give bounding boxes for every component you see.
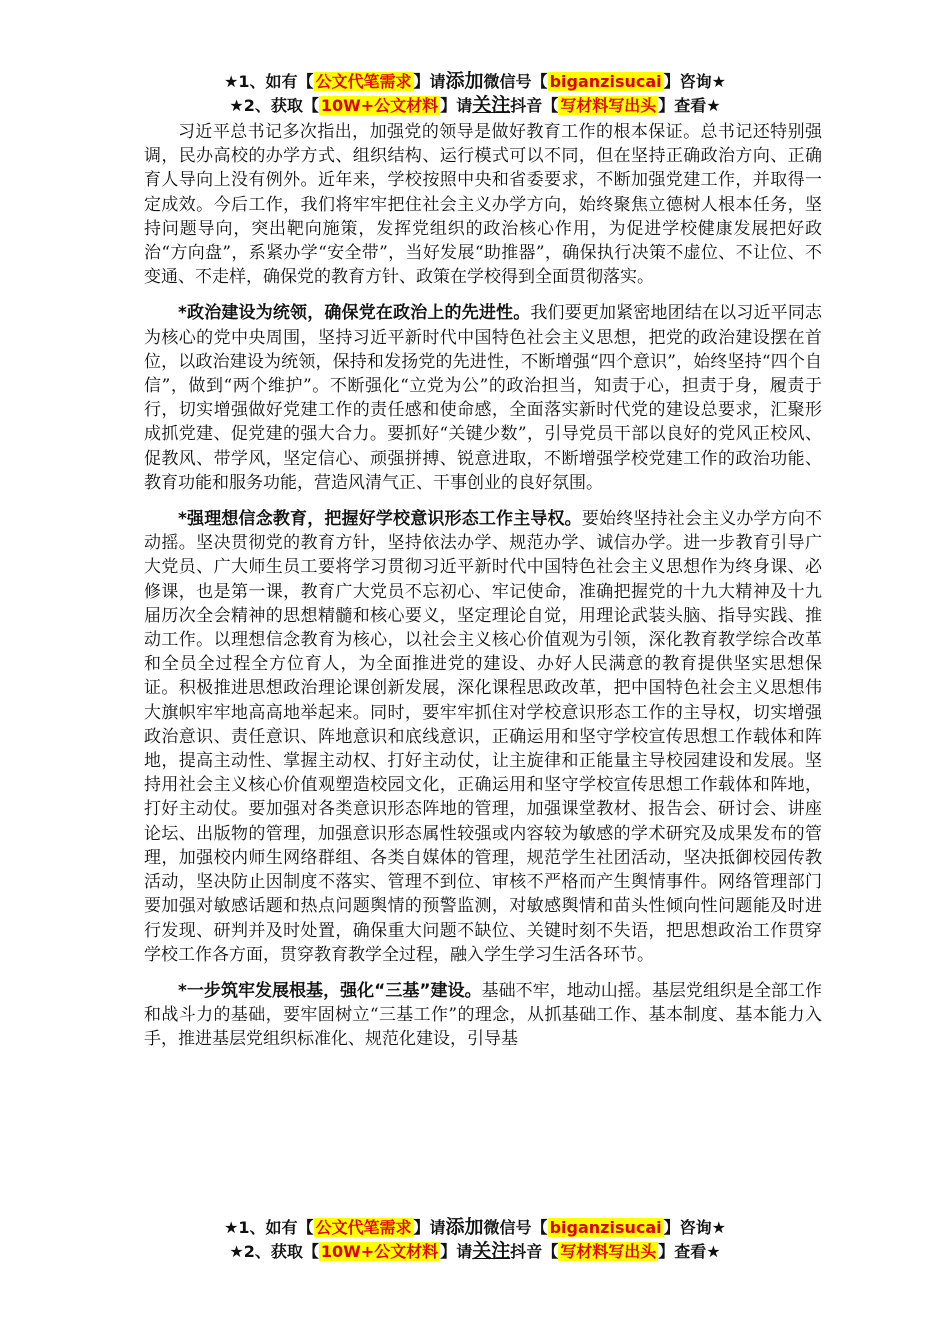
paragraph-ideological-education xyxy=(144,507,822,967)
promo-text: 微信号【 xyxy=(483,72,548,91)
paragraph-heading: *强理想信念教育，把握好学校意识形态工作主导权。 xyxy=(178,509,582,530)
promo-line-1 xyxy=(0,70,950,94)
promo-emphasis: 关注 xyxy=(472,1240,511,1262)
promo-text: 】咨询★ xyxy=(663,72,726,91)
paragraph-three-basics xyxy=(144,979,822,1052)
footer-promo-banner xyxy=(0,1216,950,1264)
wechat-id-highlight: biganzisucai xyxy=(549,72,662,91)
promo-text: ★1、如有【 xyxy=(224,72,314,91)
promo-text: 】请 xyxy=(413,1218,446,1237)
document-body xyxy=(144,120,822,1052)
paragraph-heading: *一步筑牢发展根基，强化“三基”建设。 xyxy=(178,980,482,1001)
douyin-account-highlight: 写材料写出头 xyxy=(560,96,657,115)
paragraph-text: 要始终坚持社会主义办学方向不动摇。坚决贯彻党的教育方针，坚持依法办学、规范办学、诚信办学。进一步教育引导广大党员、广大师生员工要将学习贯彻习近平新时代中国特色社会主义思想作为终身课、必修课，也是第一课，教育广大党员不忘初心、牢记使命，准确把握党的十九大精神及十九届历次全会精神的思想精髓和核心要义，坚定理论自觉，用理论武装头脑、指导实践、推动工作。以理想信念教育为核心，以社会主义核心价值观为引领，深化教育教学综合改革和全员全过程全方位育人，为全面推进党的建设、办好人民满意的教育提供坚实思想保证。积极推进思想政治理论课创新发展，深化课程思政改革，把中国特色社会主义思想伟大旗帜牢牢地高高地举起来。同时，要牢牢抓住对学校意识形态工作的主导权，切实增强政治意识、责任意识、阵地意识和底线意识，正确运用和坚守学校宣传思想工作载体和阵地，提高主动性、掌握主动权、打好主动仗，让主旋律和正能量主导校园建设和发展。坚持用社会主义核心价值观塑造校园文化，正确运用和坚守学校宣传思想工作载体和阵地，打好主动仗。要加强对各类意识形态阵地的管理，加强课堂教材、报告会、研讨会、讲座论坛、出版物的管理，加强意识形态属性较强或内容较为敏感的学术研究及成果发布的管理，加强校内师生网络群组、各类自媒体的管理，规范学生社团活动，坚决抵御校园传教活动，坚决防止因制度不落实、管理不到位、审核不严格而产生舆情事件。网络管理部门要加强对敏感话题和热点问题舆情的预警监测，对敏感舆情和苗头性倾向性问题能及时进行发现、研判并及时处置，确保重大问题不缺位、关键时刻不失语，把思想政治工作贯穿学校工作各方面，贯穿教育教学全过程，融入学生学习生活各环节。 xyxy=(144,509,823,965)
promo-highlight: 公文代笔需求 xyxy=(315,1218,412,1237)
promo-text: 】查看★ xyxy=(658,96,721,115)
header-promo-banner xyxy=(0,70,950,118)
promo-line-1 xyxy=(0,1216,950,1240)
paragraph-text: 我们要更加紧密地团结在以习近平同志为核心的党中央周围，坚持习近平新时代中国特色社会主义思想，把党的政治建设摆在首位，以政治建设为统领，保持和发扬党的先进性，不断增强“四个意识”，始终坚持“四个自信”，做到“两个维护”。不断强化“立党为公”的政治担当，知责于心，担责于身，履责于行，切实增强做好党建工作的责任感和使命感，全面落实新时代党的建设总要求，汇聚形成抓党建、促党建的强大合力。要抓好“关键少数”，引导党员干部以良好的党风正校风、促教风、带学风，坚定信心、顽强拼搏、锐意进取，不断增强学校党建工作的政治功能、教育功能和服务功能，营造风清气正、干事创业的良好氛围。 xyxy=(144,303,823,493)
paragraph-intro xyxy=(144,120,822,289)
promo-highlight: 公文代笔需求 xyxy=(315,72,412,91)
wechat-id-highlight: biganzisucai xyxy=(549,1218,662,1237)
promo-emphasis: 添加 xyxy=(445,70,484,92)
promo-line-2 xyxy=(0,94,950,118)
promo-text: 】查看★ xyxy=(658,1242,721,1261)
promo-text: 微信号【 xyxy=(483,1218,548,1237)
paragraph-political-construction xyxy=(144,301,822,495)
promo-text: 】请 xyxy=(413,72,446,91)
paragraph-text: 基础不牢，地动山摇。基层党组织是全部工作和战斗力的基础，要牢固树立“三基工作”的理念，从抓基础工作、基本制度、基本能力入手，推进基层党组织标准化、规范化建设，引导基 xyxy=(144,980,822,1050)
promo-emphasis: 添加 xyxy=(445,1216,484,1238)
promo-highlight: 10W+公文材料 xyxy=(320,96,439,115)
promo-text: 】请 xyxy=(440,96,473,115)
promo-text: 抖音【 xyxy=(510,96,559,115)
promo-text: 】咨询★ xyxy=(663,1218,726,1237)
promo-text: 】请 xyxy=(440,1242,473,1261)
promo-text: ★1、如有【 xyxy=(224,1218,314,1237)
promo-text: ★2、获取【 xyxy=(229,96,319,115)
paragraph-text: 习近平总书记多次指出，加强党的领导是做好教育工作的根本保证。总书记还特别强调，民办高校的办学方式、组织结构、运行模式可以不同，但在坚持正确政治方向、正确育人导向上没有例外。近年来，学校按照中央和省委要求，不断加强党建工作，并取得一定成效。今后工作，我们将牢牢把住社会主义办学方向，始终聚焦立德树人根本任务，坚持问题导向，突出靶向施策，发挥党组织的政治核心作用，为促进学校健康发展把好政治“方向盘”，系紧办学“安全带”，当好发展“助推器”，确保执行决策不虚位、不让位、不变通、不走样，确保党的教育方针、政策在学校得到全面贯彻落实。 xyxy=(144,122,822,288)
douyin-account-highlight: 写材料写出头 xyxy=(560,1242,657,1261)
promo-line-2 xyxy=(0,1240,950,1264)
promo-text: 抖音【 xyxy=(510,1242,559,1261)
promo-emphasis: 关注 xyxy=(472,94,511,116)
paragraph-heading: *政治建设为统领，确保党在政治上的先进性。 xyxy=(178,303,531,324)
promo-text: ★2、获取【 xyxy=(229,1242,319,1261)
promo-highlight: 10W+公文材料 xyxy=(320,1242,439,1261)
